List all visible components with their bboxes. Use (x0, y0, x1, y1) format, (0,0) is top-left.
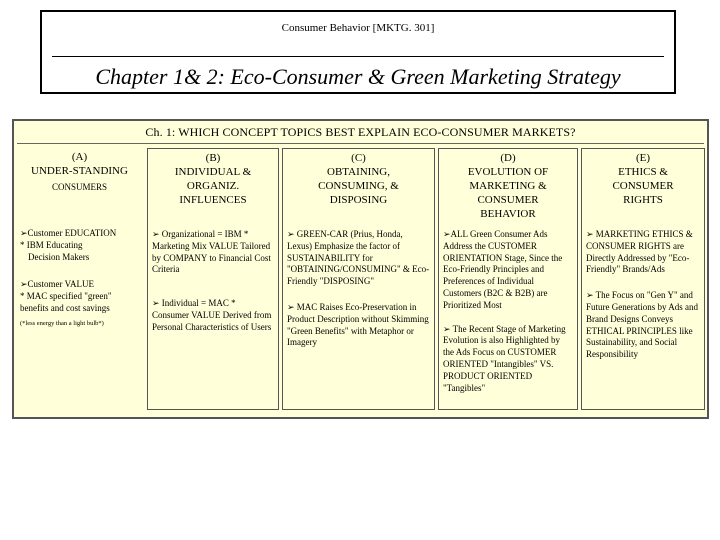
column-b-letter: (B) (205, 152, 221, 164)
column-evolution-of-marketing (438, 148, 578, 410)
column-e-header (582, 149, 704, 219)
header-divider (52, 56, 664, 57)
column-a-subtitle: CONSUMERS (51, 182, 107, 192)
column-a-item-6: (*less energy than a light bulb*) (20, 319, 104, 327)
column-a-item-2: * IBM Educating (20, 239, 83, 250)
column-ethics-consumer-rights (581, 148, 705, 410)
column-b-header (148, 149, 278, 219)
column-a-body (20, 228, 141, 330)
column-d-letter: (D) (500, 152, 516, 164)
column-d-header (439, 149, 577, 219)
column-c-header (283, 149, 434, 219)
column-e-body (586, 229, 700, 361)
column-e-letter: (E) (635, 152, 651, 164)
column-c-title: OBTAINING, CONSUMING, & DISPOSING (318, 166, 399, 206)
column-individual-organiz-influences (147, 148, 279, 410)
column-d-title: EVOLUTION OF MARKETING & CONSUMER BEHAVIOR (467, 166, 549, 220)
title-header-box (40, 10, 676, 94)
column-d-body (443, 229, 573, 394)
column-e-item-2: ➢ The Focus on "Gen Y" and Future Generations by Ads and Brand Designs Conveys ETHICAL PRINCIPLES like Sustainability, and Social Responsibility (586, 290, 698, 360)
column-a-item-5: * MAC specified "green" benefits and cost savings (20, 291, 112, 313)
column-c-letter: (C) (351, 152, 366, 164)
panel-question: Ch. 1: WHICH CONCEPT TOPICS BEST EXPLAIN ECO-CONSUMER MARKETS? (145, 125, 576, 139)
column-d-item-2: ➢ The Recent Stage of Marketing Evolution is also Highlighted by the Ads Focus on CUSTOMER ORIENTED "Intangibles" VS. PRODUCT ORIENTED "Tangibles" (443, 323, 566, 393)
chapter-title: Chapter 1& 2: Eco-Consumer & Green Marketing Strategy (95, 64, 621, 89)
column-understanding-consumers (18, 148, 141, 410)
column-a-letter: (A) (71, 151, 88, 163)
column-b-title: INDIVIDUAL & ORGANIZ. INFLUENCES (174, 166, 252, 206)
column-e-item-1: ➢ MARKETING ETHICS & CONSUMER RIGHTS are Directly Addressed by "Eco-Friendly" Brands/Ads (586, 229, 693, 275)
column-c-item-1: ➢ GREEN-CAR (Prius, Honda, Lexus) Emphasize the factor of SUSTAINABILITY for "OBTAINING/CONSUMING" & Eco-Friendly "DISPOSING" (287, 229, 430, 287)
column-a-header (18, 148, 141, 218)
column-b-item-1: ➢ Organizational = IBM * Marketing Mix VALUE Tailored by COMPANY to Financial Cost Criteria (152, 229, 271, 275)
concept-topics-panel (12, 119, 709, 419)
question-divider (17, 143, 704, 144)
column-a-item-1: ➢Customer EDUCATION (20, 228, 117, 238)
course-title: Consumer Behavior [MKTG. 301] (281, 22, 435, 34)
column-e-title: ETHICS & CONSUMER RIGHTS (612, 166, 674, 206)
column-c-item-2: ➢ MAC Raises Eco-Preservation in Product Description without Skimming "Green Benefits" with Metaphor or Imagery (287, 301, 429, 348)
column-obtaining-consuming-disposing (282, 148, 435, 410)
column-c-body (287, 229, 430, 349)
column-b-item-2: ➢ Individual = MAC * Consumer VALUE Derived from Personal Characteristics of Users (152, 298, 272, 332)
column-a-item-4: ➢Customer VALUE (20, 279, 94, 290)
column-a-item-3: Decision Makers (28, 251, 90, 262)
column-a-title: UNDER-STANDING (31, 165, 128, 177)
column-d-item-1: ➢ALL Green Consumer Ads Address the CUSTOMER ORIENTATION Stage, Since the Eco-Friendly Principles and Preferences of Individual Customers (B2C & B2B) are Prioritized Most (443, 229, 563, 310)
column-b-body (152, 229, 274, 334)
